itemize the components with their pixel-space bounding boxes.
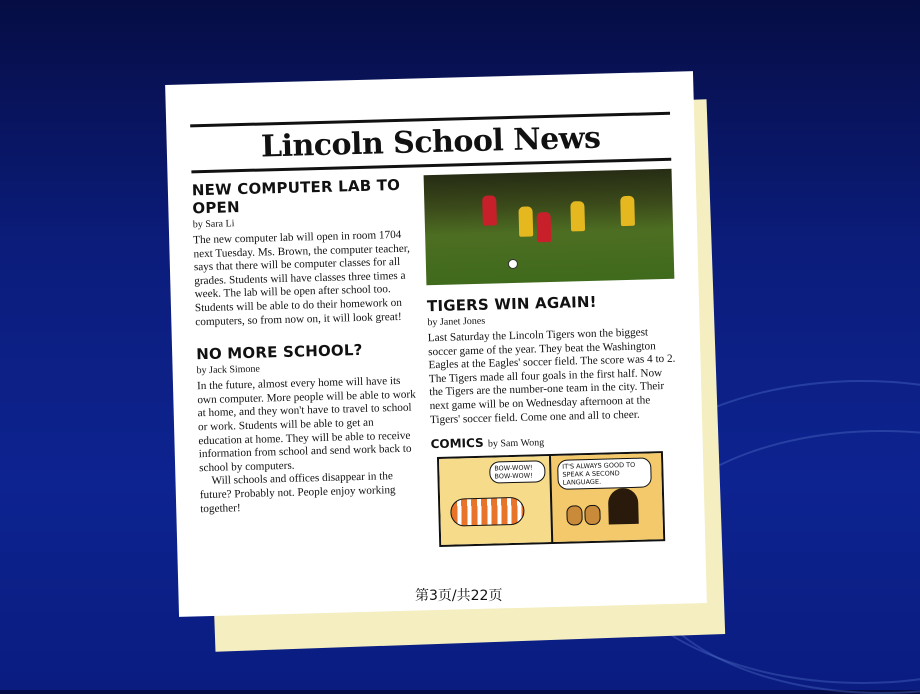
article1-body: The new computer lab will open in room 1704 next Tuesday. Ms. Brown, the computer teacher, says that there will be computer classes for all grades. Students will have classes three times a week. The lab will be open after school too. Students will be able to do their homework on computers, so from now on, it will look great! xyxy=(193,228,410,328)
comic-strip xyxy=(437,451,665,547)
comic-panel-1 xyxy=(439,456,551,545)
article3-headline: TIGERS WIN AGAIN! xyxy=(426,292,597,316)
article1-byline: by Sara Li xyxy=(192,218,235,231)
article2-headline: NO MORE SCHOOL? xyxy=(195,341,363,364)
player-figure xyxy=(570,201,585,231)
newspaper xyxy=(190,112,681,554)
player-figure xyxy=(518,206,533,236)
speech-bubble: IT'S ALWAYS GOOD TO SPEAK A SECOND LANGUAGE. xyxy=(557,458,652,490)
mouse-drawing xyxy=(566,505,583,525)
soccer-photo xyxy=(424,169,675,285)
soccer-ball xyxy=(508,259,518,269)
comics-header xyxy=(430,431,678,451)
player-figure xyxy=(620,196,635,226)
article2-byline: by Jack Simone xyxy=(196,363,261,377)
player-figure xyxy=(537,212,552,242)
comic-panel-2 xyxy=(549,453,663,542)
article1-headline: NEW COMPUTER LAB TO OPEN xyxy=(191,175,401,218)
page-number: 第3页/共22页 xyxy=(415,588,503,604)
speech-bubble: BOW-WOW! BOW-WOW! xyxy=(489,460,546,483)
mouse-hole xyxy=(608,488,639,525)
left-column xyxy=(192,176,422,554)
article3-body: Last Saturday the Lincoln Tigers won the biggest soccer game of the year. They beat the Washington Eagles at the Eagles' soccer field. The score was 4 to 2. The Tigers made all four goals in the first half. Now the Tigers are the number-one team in the city. Their next game will be on Wednesday afternoon at the Tigers' soccer field. Come one and all to cheer. xyxy=(427,326,676,426)
masthead: Lincoln School News xyxy=(260,120,601,165)
cat-drawing xyxy=(450,497,525,527)
article2-body-continued: Will schools and offices disappear in the future? Probably not. People enjoy working together! xyxy=(199,470,396,515)
comics-title: COMICS xyxy=(430,435,484,452)
newspaper-page xyxy=(165,71,707,617)
article2-body: In the future, almost every home will have its own computer. More people will be able to work at home, and they won't have to travel to school or work. Students will be able to get an education at home. They will be able to receive information from school and send work back to school by computers. xyxy=(196,375,416,474)
article3-byline: by Janet Jones xyxy=(427,315,486,329)
player-figure xyxy=(482,195,497,225)
right-column xyxy=(424,169,682,548)
mouse-drawing xyxy=(584,505,601,525)
comics-byline: by Sam Wong xyxy=(487,437,545,450)
